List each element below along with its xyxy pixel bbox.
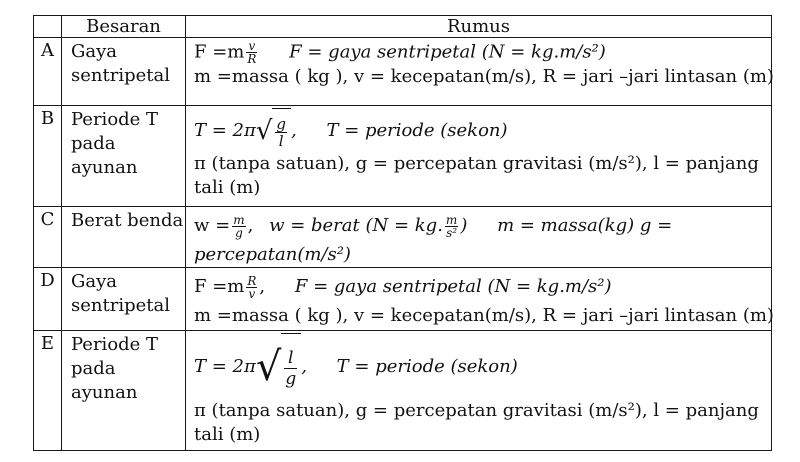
- formula-line: F =m $\frac{R}{v}$ , F = gaya sentripetal (N = kg.m/s²): [194, 273, 612, 301]
- rumus-cell: [186, 207, 772, 268]
- formula-fraction: [284, 348, 297, 389]
- unit-fraction: [445, 214, 458, 239]
- rumus-cell: [186, 268, 772, 331]
- fraction-denominator: g: [235, 225, 243, 240]
- row-label: A: [34, 38, 62, 106]
- formula-tail: m = massa(kg) g =: [497, 215, 673, 236]
- formula-fraction: [275, 116, 287, 149]
- row-label: D: [34, 268, 62, 331]
- formula-lhs: F =m: [194, 41, 245, 63]
- fraction-denominator: g: [285, 368, 297, 389]
- formula-description: F = gaya sentripetal (N = kg.m/s²): [294, 276, 612, 297]
- unit-denominator: s²: [446, 225, 458, 240]
- besaran-cell: Berat benda: [62, 207, 186, 268]
- table-header-row: [34, 16, 772, 38]
- table-row: [34, 331, 772, 451]
- formula-fraction: [246, 275, 257, 300]
- physics-formula-table: [33, 15, 772, 451]
- sqrt-icon: √: [255, 116, 273, 146]
- header-besaran: Besaran: [62, 16, 186, 38]
- fraction-denominator: l: [278, 131, 284, 150]
- fraction-numerator: m: [233, 212, 245, 227]
- sqrt-icon: √: [255, 344, 282, 390]
- rumus-cell: [186, 38, 772, 106]
- besaran-cell: Gaya sentripetal: [62, 38, 186, 106]
- header-label: [34, 16, 62, 38]
- row-label: C: [34, 207, 62, 268]
- formula-lhs: F =m: [194, 276, 245, 297]
- fraction-denominator: v: [248, 286, 256, 301]
- formula-line: T = 2π√ $\frac{l}{g}$ , T = periode (sekon): [194, 333, 767, 399]
- besaran-cell: Periode T pada ayunan: [62, 106, 186, 207]
- table-row: [34, 268, 772, 331]
- formula-description: w = berat (N = kg.: [269, 215, 443, 236]
- formula-line: T = 2π√ $\frac{g}{l}$ , T = periode (sekon): [194, 108, 767, 152]
- formula-line: [194, 40, 767, 65]
- formula-line: w = $\frac{m}{g}$ , w = berat (N = kg. $\frac{m}{\text{s²}}$ ) m = massa(kg) g =: [194, 212, 673, 240]
- unit-numerator: m: [445, 212, 458, 227]
- fraction-denominator: R: [247, 52, 257, 66]
- header-rumus: Rumus: [186, 16, 772, 38]
- formula-note: π (tanpa satuan), g = percepatan gravitasi (m/s²), l = panjang tali (m): [194, 153, 759, 198]
- rumus-cell: [186, 106, 772, 207]
- fraction-numerator: g: [276, 114, 287, 133]
- rumus-cell: [186, 331, 772, 451]
- fraction-numerator: R: [247, 273, 257, 288]
- formula-lhs: T = 2π: [194, 356, 256, 377]
- table-row: [34, 38, 772, 106]
- row-label: B: [34, 106, 62, 207]
- formula-fraction: [232, 214, 245, 239]
- formula-description: T = periode (sekon): [336, 356, 518, 377]
- fraction-numerator: v: [246, 40, 257, 53]
- formula-note: percepatan(m/s²): [194, 244, 351, 265]
- fraction-numerator: l: [284, 348, 297, 369]
- table-row: [34, 207, 772, 268]
- formula-lhs: T = 2π: [194, 120, 256, 141]
- formula-note: π (tanpa satuan), g = percepatan gravitasi (m/s²), l = panjang tali (m): [194, 400, 759, 445]
- besaran-cell: Periode T pada ayunan: [62, 331, 186, 451]
- besaran-cell: Gaya sentripetal: [62, 268, 186, 331]
- table-row: [34, 106, 772, 207]
- formula-fraction: [246, 40, 257, 65]
- formula-note: m =massa ( kg ), v = kecepatan(m/s), R = jari –jari lintasan (m): [194, 66, 774, 87]
- formula-lhs: w =: [194, 215, 231, 236]
- formula-description: T = periode (sekon): [326, 120, 508, 141]
- formula-note: m =massa ( kg ), v = kecepatan(m/s), R = jari –jari lintasan (m): [194, 305, 774, 326]
- formula-description: F = gaya sentripetal (N = kg.m/s²): [289, 41, 606, 63]
- row-label: E: [34, 331, 62, 451]
- cropped-caption: [30, 0, 160, 4]
